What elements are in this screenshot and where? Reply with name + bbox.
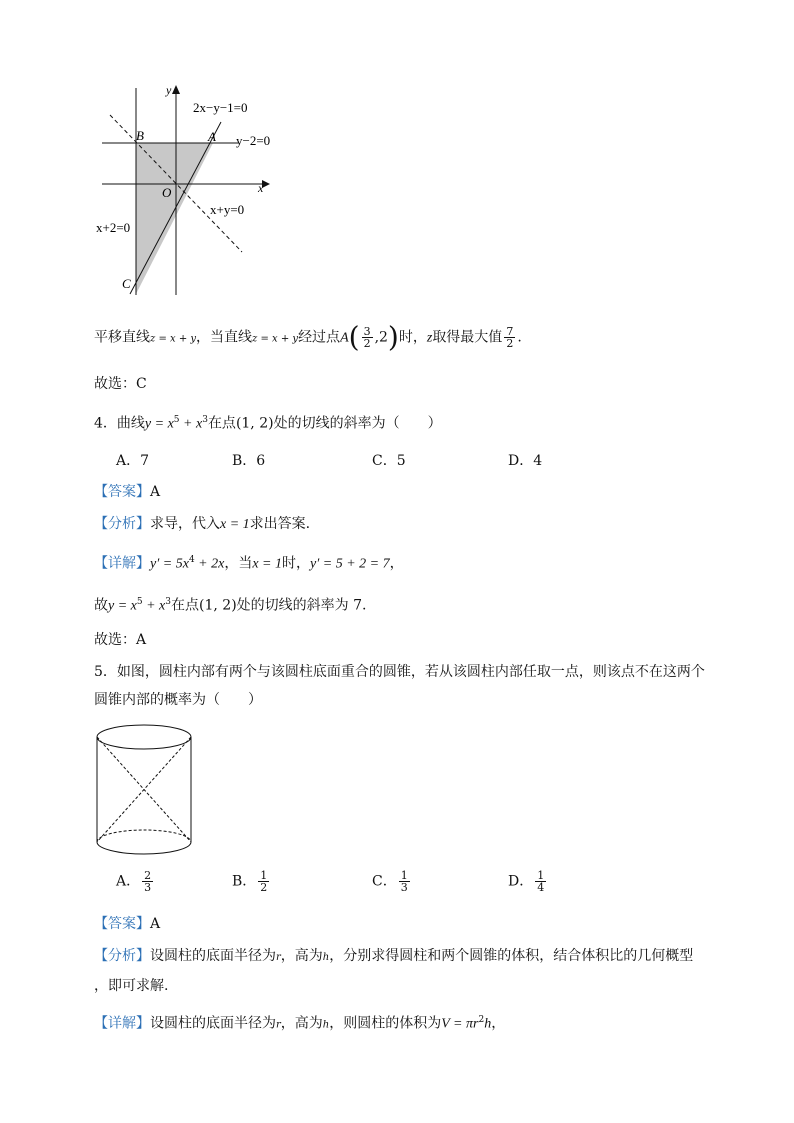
label-y: y (166, 83, 172, 97)
equation-inline: z = x + y (150, 333, 197, 345)
text-segment: . (517, 329, 522, 346)
answer-tag: 【答案】 (94, 484, 150, 500)
label-point-B: B (136, 128, 144, 143)
label-line-2x-y-1: 2x−y−1=0 (193, 100, 248, 115)
q4-analysis: 【分析】求导，代入x = 1求出答案. (94, 516, 311, 532)
q5-answer (94, 914, 160, 934)
answer-value: A (150, 484, 161, 500)
q5-stem-line1: 5．如图，圆柱内部有两个与该圆柱底面重合的圆锥，若从该圆柱内部任取一点，则该点不在这两个 (94, 664, 705, 680)
label-point-A: A (208, 129, 216, 144)
q4-option-d[interactable]: D．4 (508, 453, 543, 469)
text-segment: 时， (398, 329, 427, 346)
shaded-region (136, 143, 213, 294)
q4-option-a[interactable]: A．7 (116, 453, 150, 469)
q4-option-c[interactable]: C．5 (372, 453, 406, 469)
label-x: x (258, 181, 264, 195)
coordinate-tail: ,2 (374, 329, 388, 346)
q5-option-c[interactable]: C． $\frac{1}{3}$ (372, 869, 408, 894)
label-line-x-2: x+2=0 (96, 220, 131, 235)
q5-detail: 【详解】设圆柱的底面半径为r，高为h，则圆柱的体积为$V = \pi r^2h$， (94, 1015, 506, 1032)
q5-analysis-line1: 【分析】设圆柱的底面半径为r，高为h，分别求得圆柱和两个圆锥的体积，结合体积比的几何概型 (94, 948, 694, 964)
label-point-C: C (122, 276, 131, 291)
equation-inline: z = x + y (252, 333, 299, 345)
q5-analysis-line2: ，即可求解. (94, 978, 169, 994)
q5-stem-line2: 圆锥内部的概率为（ ） (94, 692, 262, 708)
translate-statement: 平移直线z = x + y，当直线z = x + y经过点A( $\frac{3}{2}$ ,2)时，z取得最大值 $\frac{7}{2}$ . (94, 320, 522, 354)
point-label: A (340, 330, 349, 346)
q5-option-b[interactable]: B． $\frac{1}{2}$ (232, 869, 268, 894)
text-segment: ，当直线 (196, 329, 253, 346)
q5-option-a[interactable]: A． $\frac{2}{3}$ (116, 869, 152, 894)
answer-value: A (150, 916, 161, 932)
q4-answer (94, 482, 160, 502)
cylinder-cones-figure (92, 718, 198, 860)
text-segment: 取得最大值 (432, 329, 503, 346)
q4-stem: 4．曲线$y = x^5 + x^3$在点(1, 2)处的切线的斜率为（ ） (94, 415, 442, 432)
q4-conclusion: 故$y = x^5 + x^3$在点(1, 2)处的切线的斜率为 7. (94, 597, 367, 614)
detail-tag: 【详解】 (94, 1015, 150, 1032)
answer-tag: 【答案】 (94, 916, 150, 932)
q5-option-d[interactable]: D． $\frac{1}{4}$ (508, 869, 545, 894)
label-origin: O (162, 185, 172, 200)
analysis-tag: 【分析】 (94, 516, 150, 532)
y-axis-arrow (172, 85, 180, 94)
detail-tag: 【详解】 (94, 555, 150, 572)
q3-choice: 故选：C (94, 376, 147, 392)
text-segment: 经过点 (298, 329, 341, 346)
q4-choice: 故选：A (94, 632, 147, 648)
text-segment: 平移直线 (94, 329, 150, 346)
variable-z: z (426, 330, 433, 346)
q4-option-b[interactable]: B．6 (232, 453, 266, 469)
analysis-tag: 【分析】 (94, 948, 150, 964)
q4-detail: 【详解】$y' = 5x^4 + 2x$，当x = 1时，y′ = 5 + 2 = 7， (94, 555, 404, 572)
label-line-y-2: y−2=0 (236, 133, 271, 148)
fraction-seven-halves: $\frac{7}{2}$ (506, 325, 514, 350)
fraction-three-halves: $\frac{3}{2}$ (363, 325, 371, 350)
feasible-region-figure (90, 80, 290, 300)
label-line-x-y: x+y=0 (210, 202, 245, 217)
